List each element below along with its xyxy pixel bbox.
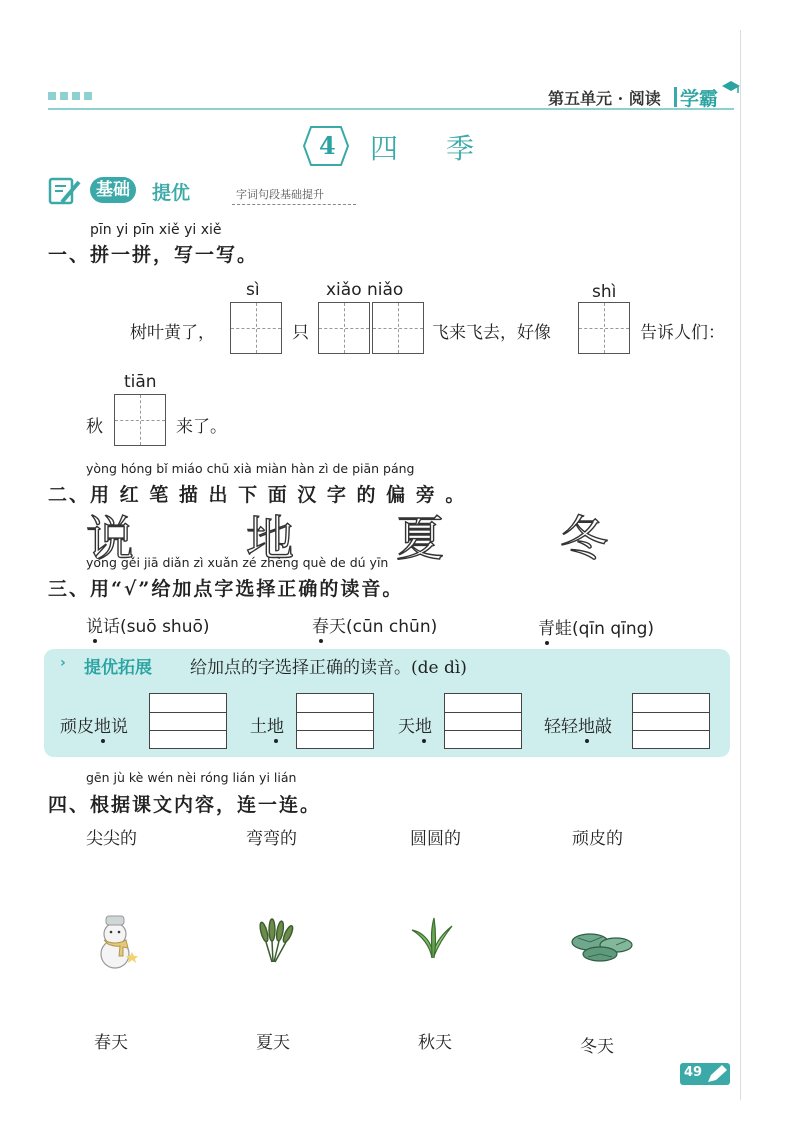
sprout-icon[interactable] [408,916,456,960]
wheat-icon[interactable] [252,918,298,964]
q1-text-6: 来了。 [176,417,227,437]
writing-box-niao[interactable] [372,302,424,354]
q3-pinyin: yòng gěi jiā diǎn zì xuǎn zé zhèng què de dú yīn [86,555,389,570]
q3-item-2-options[interactable]: (cūn chūn) [346,617,438,637]
q2-pinyin: yòng hóng bǐ miáo chū xià miàn hàn zì de piān páng [86,461,415,476]
q1-pinyin-xiaoniao: xiǎo niǎo [326,280,404,300]
adjective-1[interactable]: 尖尖的 [86,829,137,849]
unit-label: 第五单元 · 阅读 [548,89,661,108]
q3-item-1-options[interactable]: (suō shuō) [120,617,210,637]
q3-item-1-dotted: 说 [86,612,103,637]
writing-box-si[interactable] [230,302,282,354]
section-subtitle: 字词句段基础提升 [236,188,324,201]
answer-box-2[interactable] [296,693,374,749]
adjective-3[interactable]: 圆圆的 [410,829,461,849]
trace-char-4[interactable]: 冬 [560,511,609,567]
answer-box-1[interactable] [149,693,227,749]
ext-item-3: 天地 [398,712,432,737]
writing-box-tian[interactable] [114,394,166,446]
q3-heading: 三、用“√”给加点字选择正确的读音。 [48,578,404,600]
ext-item-4: 轻轻地敲 [544,712,612,737]
section-underline [232,204,356,205]
answer-box-4[interactable] [632,693,710,749]
section-name: 提优 [152,182,191,204]
chevron-right-icon: › [60,655,66,671]
trace-char-3[interactable]: 夏 [396,511,445,567]
pencil-icon [706,1064,728,1084]
section-pill: 基础 [90,177,136,203]
q3-item-2-dotted: 春 [312,612,329,637]
q1-pinyin: pīn yi pīn xiě yi xiě [90,222,222,238]
q3-item-1[interactable]: 说话(suō shuō) [86,612,210,637]
adjective-4[interactable]: 顽皮的 [572,829,623,849]
q3-item-3[interactable]: 青蛙(qīn qīng) [538,614,654,639]
q1-text-5: 秋 [86,417,103,437]
writing-box-xiao[interactable] [318,302,370,354]
q1-text-4: 告诉人们： [640,323,725,343]
q3-item-3-dotted: 青 [538,614,555,639]
q3-item-2[interactable]: 春天(cūn chūn) [312,612,437,637]
q1-heading: 一、拼一拼，写一写。 [48,244,259,266]
answer-box-3[interactable] [444,693,522,749]
extension-instruction: 给加点的字选择正确的读音。(de dì) [190,658,467,678]
lesson-number: 4 [319,131,336,160]
ext-item-2: 土地 [250,712,284,737]
season-1[interactable]: 春天 [94,1033,128,1053]
ext-item-1: 顽皮地说 [60,712,128,737]
q4-heading: 四、根据课文内容，连一连。 [48,794,322,816]
pencil-note-icon [48,176,82,206]
adjective-2[interactable]: 弯弯的 [246,829,297,849]
brand-logo: 学霸 [680,88,719,110]
header-decoration [48,92,92,100]
snowman-icon[interactable] [90,912,140,970]
season-2[interactable]: 夏天 [256,1033,290,1053]
header-divider [674,87,677,107]
season-3[interactable]: 秋天 [418,1033,452,1053]
q3-item-3-options[interactable]: (qīn qīng) [572,619,655,639]
trace-char-2[interactable]: 地 [246,511,295,567]
q1-text-2: 只 [292,323,309,343]
season-4[interactable]: 冬天 [580,1037,614,1057]
q4-pinyin: gēn jù kè wén nèi róng lián yi lián [86,770,297,785]
q1-pinyin-si: sì [246,280,260,300]
lotus-leaf-icon[interactable] [568,928,636,964]
q2-heading: 二、用 红 笔 描 出 下 面 汉 字 的 偏 旁 。 [48,484,467,506]
page-number: 49 [684,1065,703,1080]
page-edge-line [740,30,741,1100]
lesson-title: 四季 [370,132,523,165]
writing-box-shi[interactable] [578,302,630,354]
extension-title: 提优拓展 [84,658,152,678]
trace-char-1[interactable]: 说 [86,511,135,567]
graduation-cap-icon [722,80,740,94]
q1-text-3: 飞来飞去，好像 [432,323,551,343]
q1-pinyin-shi: shì [592,282,617,302]
q1-pinyin-tian: tiān [124,372,157,392]
q1-text-1: 树叶黄了， [130,323,215,343]
